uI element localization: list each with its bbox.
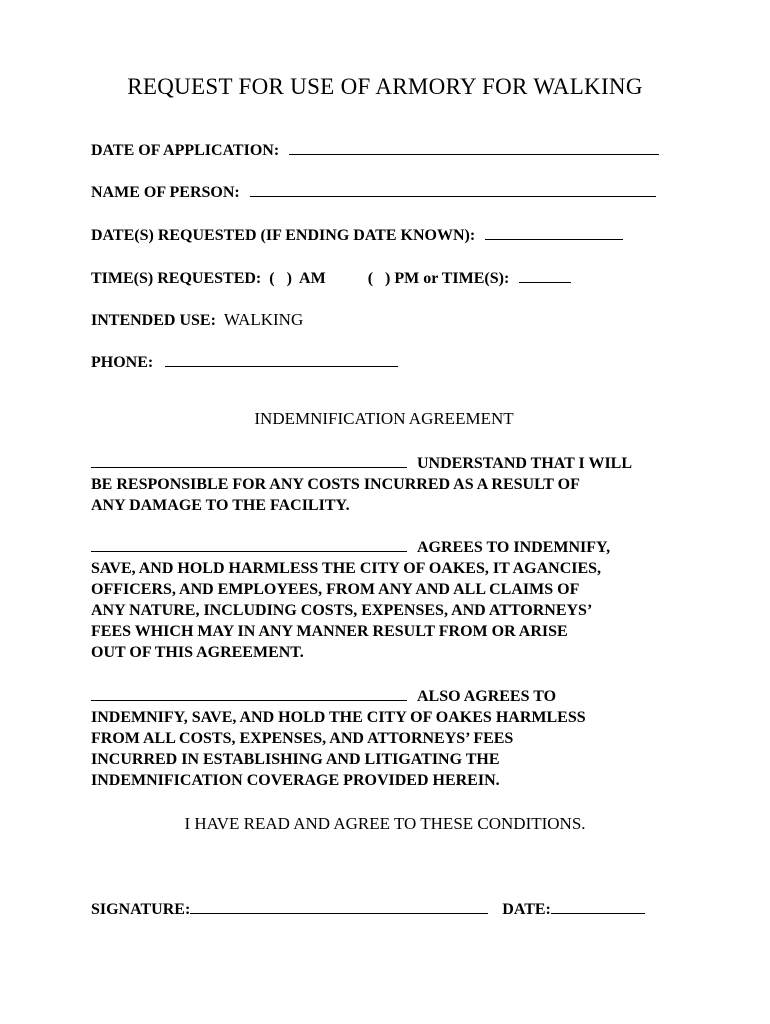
intended-use-row bbox=[91, 310, 303, 330]
signature-label: SIGNATURE: bbox=[91, 901, 191, 918]
paragraph-2-line: SAVE, AND HOLD HARMLESS THE CITY OF OAKES, IT AGANCIES, bbox=[91, 560, 602, 577]
dates-requested-field[interactable] bbox=[485, 225, 623, 240]
paragraph-3-name-field[interactable] bbox=[91, 687, 407, 701]
indemnification-paragraph-3 bbox=[91, 686, 691, 791]
signature-date-field[interactable] bbox=[551, 899, 645, 914]
paragraph-2-line: ANY NATURE, INCLUDING COSTS, EXPENSES, AND ATTORNEYS’ bbox=[91, 602, 593, 619]
paragraph-2-line: OUT OF THIS AGREEMENT. bbox=[91, 644, 304, 661]
date-of-application-field[interactable] bbox=[289, 140, 659, 155]
form-title: REQUEST FOR USE OF ARMORY FOR WALKING bbox=[127, 74, 643, 99]
acknowledgement-text: I HAVE READ AND AGREE TO THESE CONDITIONS. bbox=[184, 814, 586, 833]
phone-field[interactable] bbox=[165, 352, 398, 367]
date-of-application-label: DATE OF APPLICATION: bbox=[91, 142, 280, 159]
indemnification-paragraph-2 bbox=[91, 537, 691, 663]
indemnification-heading: INDEMNIFICATION AGREEMENT bbox=[254, 409, 514, 428]
paragraph-1-first-text: UNDERSTAND THAT I WILL bbox=[417, 455, 633, 472]
intended-use-label: INTENDED USE: bbox=[91, 312, 216, 329]
paragraph-3-line: INDEMNIFICATION COVERAGE PROVIDED HEREIN. bbox=[91, 772, 500, 789]
paragraph-1-line: ANY DAMAGE TO THE FACILITY. bbox=[91, 497, 350, 514]
date-label: DATE: bbox=[502, 901, 551, 918]
paragraph-3-line: INCURRED IN ESTABLISHING AND LITIGATING THE bbox=[91, 751, 500, 768]
paragraph-1-name-field[interactable] bbox=[91, 454, 407, 468]
paragraph-3-line: FROM ALL COSTS, EXPENSES, AND ATTORNEYS’ FEES bbox=[91, 730, 514, 747]
paragraph-2-first-line bbox=[91, 537, 691, 558]
paragraph-1-line: BE RESPONSIBLE FOR ANY COSTS INCURRED AS A RESULT OF bbox=[91, 476, 580, 493]
paragraph-2-line: FEES WHICH MAY IN ANY MANNER RESULT FROM OR ARISE bbox=[91, 623, 568, 640]
paragraph-3-first-text: ALSO AGREES TO bbox=[417, 688, 557, 705]
times-field[interactable] bbox=[519, 268, 571, 283]
intended-use-value: WALKING bbox=[223, 310, 304, 329]
dates-requested-label: DATE(S) REQUESTED (IF ENDING DATE KNOWN): bbox=[91, 227, 476, 244]
paragraph-3-first-line bbox=[91, 686, 691, 707]
paragraph-1-first-line bbox=[91, 453, 691, 474]
signature-row bbox=[91, 899, 645, 919]
paragraph-2-name-field[interactable] bbox=[91, 538, 407, 552]
times-requested-label: TIME(S) REQUESTED: bbox=[91, 270, 262, 287]
times-requested-row bbox=[91, 268, 571, 288]
paragraph-3-line: INDEMNIFY, SAVE, AND HOLD THE CITY OF OAKES HARMLESS bbox=[91, 709, 586, 726]
date-of-application-row bbox=[91, 140, 659, 160]
phone-row bbox=[91, 352, 398, 372]
name-of-person-label: NAME OF PERSON: bbox=[91, 184, 240, 201]
paragraph-2-first-text: AGREES TO INDEMNIFY, bbox=[417, 539, 611, 556]
signature-field[interactable] bbox=[190, 899, 488, 914]
am-checkbox[interactable]: ( ) AM bbox=[269, 270, 326, 287]
indemnification-paragraph-1 bbox=[91, 453, 691, 516]
phone-label: PHONE: bbox=[91, 354, 154, 371]
dates-requested-row bbox=[91, 225, 623, 245]
pm-checkbox[interactable]: ( ) PM or TIME(S): bbox=[367, 270, 510, 287]
name-of-person-field[interactable] bbox=[250, 182, 656, 197]
paragraph-2-line: OFFICERS, AND EMPLOYEES, FROM ANY AND ALL CLAIMS OF bbox=[91, 581, 580, 598]
name-of-person-row bbox=[91, 182, 656, 202]
